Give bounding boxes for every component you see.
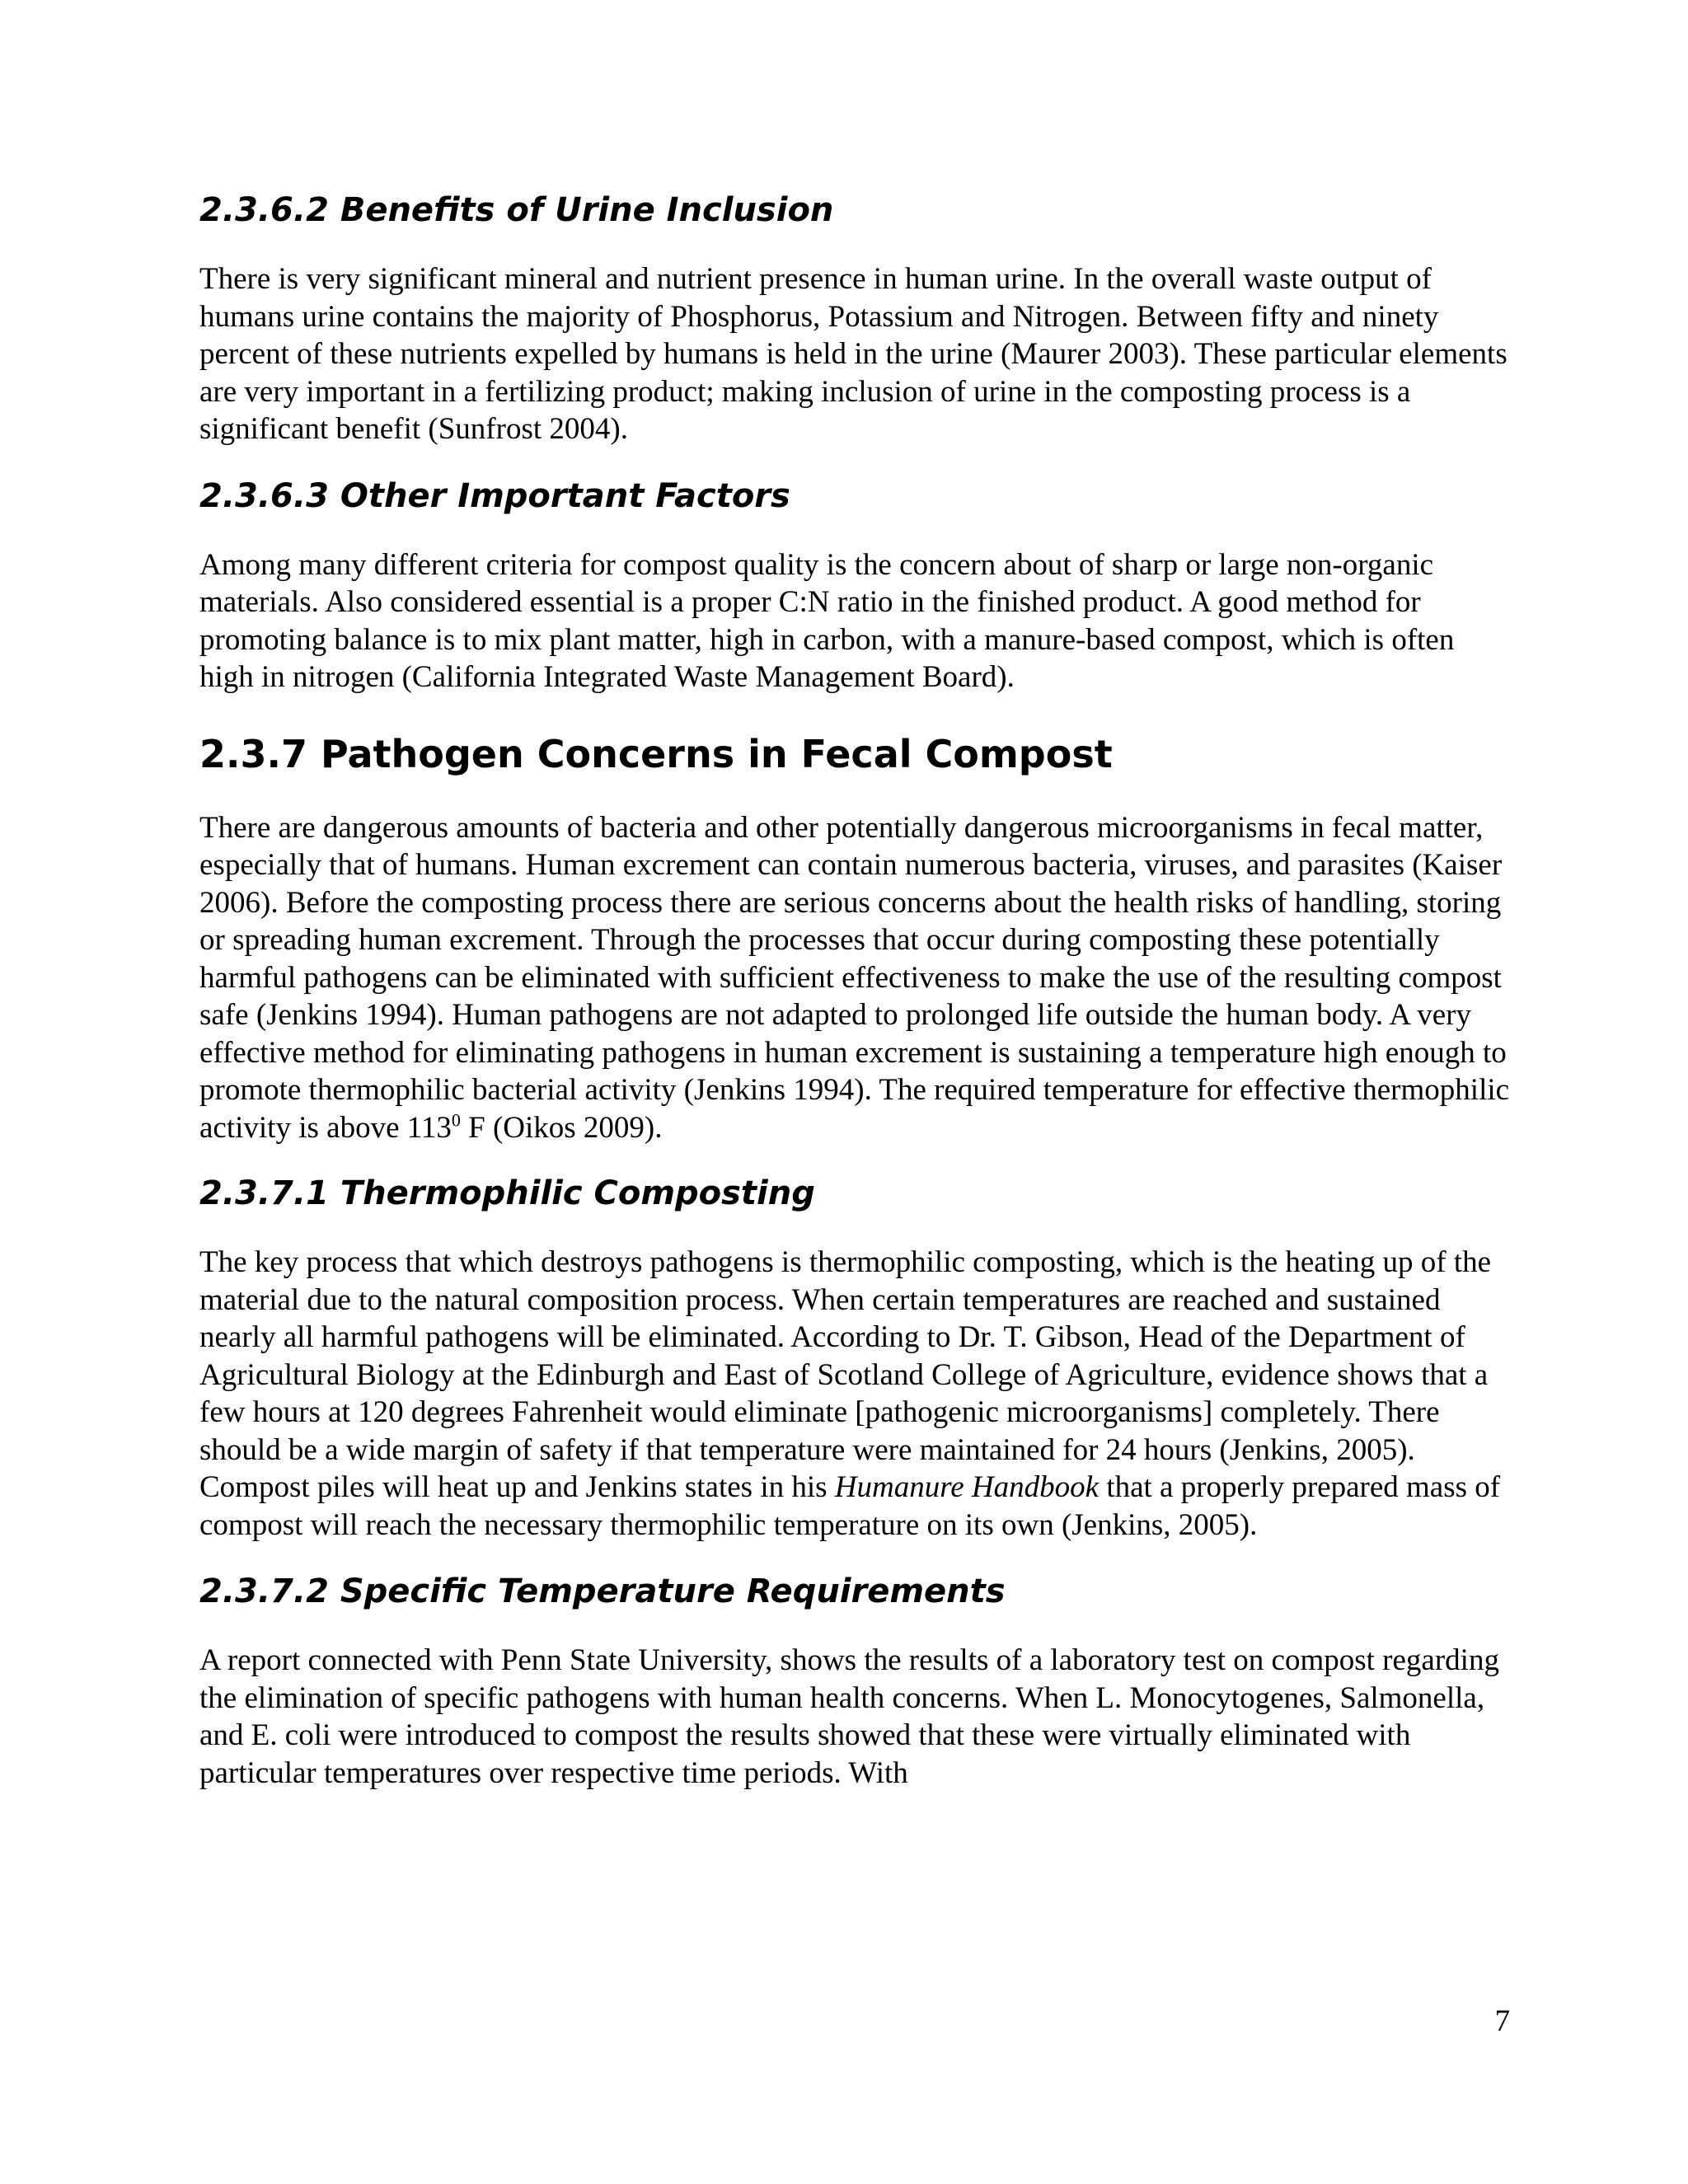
- page-number: 7: [1494, 2004, 1510, 2038]
- paragraph-other-factors: Among many different criteria for compost quality is the concern about of sharp or large non-organic materials. Also considered essential is a proper C:N ratio in the finished product. A good method for promoting balance is to mix plant matter, high in carbon, with a manure-based compost, which is often high in nitrogen (California Integrated Waste Management Board).: [199, 547, 1455, 694]
- paragraph-urine-benefits: There is very significant mineral and nutrient presence in human urine. In the overall waste output of humans urine contains the majority of Phosphorus, Potassium and Nitrogen. Between fifty and ninety percent of these nutrients expelled by humans is held in the urine (Maurer 2003). These particular elements are very important in a fertilizing product; making inclusion of urine in the composting process is a significant benefit (Sunfrost 2004).: [199, 262, 1507, 446]
- paragraph-temperature-requirements: A report connected with Penn State University, shows the results of a laboratory test on compost regarding the elimination of specific pathogens with human health concerns. When L. Monocytogenes, Salmonella, and E. coli were introduced to compost the results showed that these were virtually eliminated with particular temperatures over respective time periods. With: [199, 1643, 1499, 1790]
- degree-superscript: 0: [451, 1109, 461, 1131]
- section-heading-thermophilic: 2.3.7.1 Thermophilic Composting: [199, 1174, 815, 1212]
- section-heading-pathogen-concerns: 2.3.7 Pathogen Concerns in Fecal Compost: [199, 731, 1113, 776]
- document-page: [199, 190, 1510, 1792]
- thermophilic-text-end: that a properly prepared mass of compost will reach the necessary thermophilic temperature on its own (Jenkins, 2005).: [199, 1470, 1501, 1542]
- paragraph-thermophilic: [199, 1244, 1510, 1544]
- section-heading-temperature-requirements: 2.3.7.2 Specific Temperature Requirements: [199, 1572, 1006, 1610]
- pathogen-text: There are dangerous amounts of bacteria and other potentially dangerous microorganisms in fecal matter, especially that of humans. Human excrement can contain numerous bacteria, viruses, and parasites (Kaiser 2006). Before the composting process there are serious concerns about the health risks of handling, storing or spreading human excrement. Through the processes that occur during composting these potentially harmful pathogens can be eliminated with sufficient effectiveness to make the use of the resulting compost safe (Jenkins 1994). Human pathogens are not adapted to prolonged life outside the human body. A very effective method for eliminating pathogens in human excrement is sustaining a temperature high enough to promote thermophilic bacterial activity (Jenkins 1994). The required temperature for effective thermophilic activity is above 113: [199, 810, 1510, 1145]
- thermophilic-text: The key process that which destroys pathogens is thermophilic composting, which is the heating up of the material due to the natural composition process. When certain temperatures are reached and sustained nearly all harmful pathogens will be eliminated. According to Dr. T. Gibson, Head of the Department of Agricultural Biology at the Edinburgh and East of Scotland College of Agriculture, evidence shows that a few hours at 120 degrees Fahrenheit would eliminate [pathogenic microorganisms] completely. There should be a wide margin of safety if that temperature were maintained for 24 hours (Jenkins, 2005). Compost piles will heat up and Jenkins states in his: [199, 1245, 1492, 1504]
- section-heading-urine-benefits: 2.3.6.2 Benefits of Urine Inclusion: [199, 191, 834, 229]
- section-heading-other-factors: 2.3.6.3 Other Important Factors: [199, 476, 790, 515]
- book-title: Humanure Handbook: [834, 1470, 1100, 1504]
- paragraph-pathogen-concerns: [199, 809, 1510, 1147]
- pathogen-text-end: F (Oikos 2009).: [460, 1110, 663, 1145]
